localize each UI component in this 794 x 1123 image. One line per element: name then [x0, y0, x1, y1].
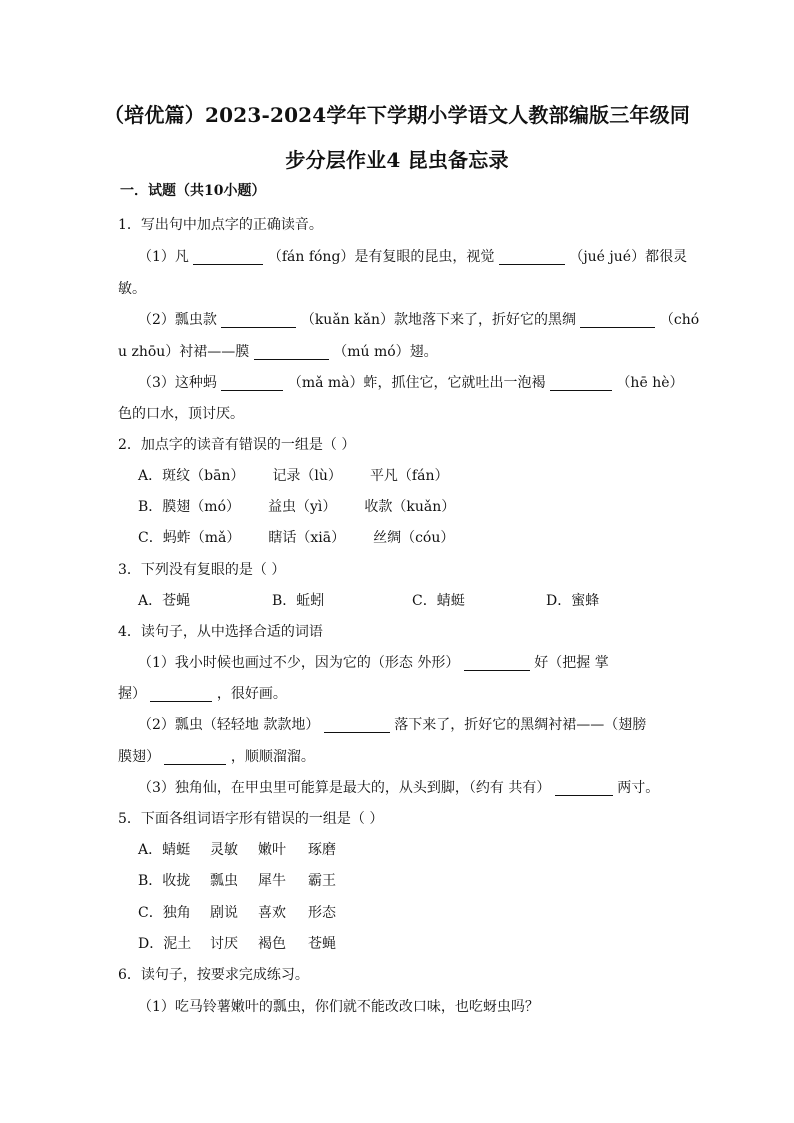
question-4-text: 膜翅） [118, 749, 160, 765]
answer-blank[interactable] [324, 718, 390, 733]
word-cell: 琢磨 [308, 842, 336, 858]
answer-blank[interactable] [254, 345, 329, 360]
option-text: 丝绸（cóu） [373, 530, 455, 546]
answer-blank[interactable] [499, 250, 565, 265]
question-4-text: （3）独角仙，在甲虫里可能算是最大的，从头到脚，（约有 共有） [138, 780, 551, 796]
question-1-line-1 [138, 246, 687, 268]
question-1-text: （2）瓢虫款 [138, 312, 217, 328]
word-cell: C．独角 [138, 905, 191, 921]
word-cell: 褐色 [258, 936, 286, 952]
question-2-option-c[interactable] [138, 527, 454, 549]
word-cell: 剧说 [210, 905, 238, 921]
question-4-line-1 [138, 652, 609, 674]
question-5-option-b[interactable] [138, 870, 356, 892]
question-4-text: 好（把握 掌 [534, 655, 609, 671]
option-text: 记录（lù） [272, 468, 342, 484]
question-1-text: （hē hè） [616, 375, 684, 391]
question-1-line-4 [118, 341, 438, 363]
question-1-text: （fán fóng）是有复眼的昆虫，视觉 [267, 249, 495, 265]
answer-blank[interactable] [193, 250, 263, 265]
question-1-line-3 [138, 309, 699, 331]
answer-blank[interactable] [164, 750, 226, 765]
word-cell: 霸王 [308, 873, 336, 889]
question-4-text: （1）我小时候也画过不少，因为它的（形态 外形） [138, 655, 460, 671]
word-cell: B．收拢 [138, 873, 191, 889]
answer-blank[interactable] [221, 376, 283, 391]
question-4-line-3 [138, 714, 646, 736]
question-4-prompt: 4．读句子，从中选择合适的词语 [118, 624, 323, 640]
word-cell: 苍蝇 [308, 936, 336, 952]
question-4-text: ，顺顺溜溜。 [230, 749, 315, 765]
question-1-text: （mǎ mà）蚱，抓住它，它就吐出一泡褐 [287, 375, 546, 391]
question-1-line-6: 色的口水，顶讨厌。 [118, 406, 244, 422]
question-6-prompt: 6．读句子，按要求完成练习。 [118, 967, 309, 983]
option-text: 瞎话（xiā） [268, 530, 346, 546]
word-cell: 瓢虫 [210, 873, 238, 889]
answer-blank[interactable] [464, 656, 530, 671]
option-text: A．斑纹（bān） [138, 468, 245, 484]
question-1-line-5 [138, 372, 684, 394]
question-4-text: （2）瓢虫（轻轻地 款款地） [138, 717, 320, 733]
question-5-prompt: 5．下面各组词语字形有错误的一组是（ ） [118, 811, 384, 827]
question-2-option-a[interactable] [138, 465, 448, 487]
section-heading: 一．试题（共10小题） [120, 183, 266, 199]
question-3-option-a[interactable]: A．苍蝇 [138, 593, 191, 609]
question-4-text: 落下来了，折好它的黑绸衬裙——（翅膀 [394, 717, 647, 733]
question-1-text: （3）这种蚂 [138, 375, 217, 391]
question-4-line-4 [118, 746, 315, 768]
question-4-text: 两寸。 [617, 780, 660, 796]
question-5-option-d[interactable] [138, 933, 356, 955]
answer-blank[interactable] [550, 376, 612, 391]
question-1-text: （1）凡 [138, 249, 189, 265]
answer-blank[interactable] [555, 781, 613, 796]
question-5-option-a[interactable] [138, 839, 356, 861]
document-title-line-1: （培优篇）2023-2024学年下学期小学语文人教部编版三年级同 [103, 103, 691, 127]
option-text: B．膜翅（mó） [138, 499, 240, 515]
word-cell: 形态 [308, 905, 336, 921]
question-1-text: （mú mó）翅。 [333, 344, 438, 360]
word-cell: A．蜻蜓 [138, 842, 191, 858]
question-1-text: （jué jué）都很灵 [569, 249, 688, 265]
question-1-text: （kuǎn kǎn）款地落下来了，折好它的黑绸 [300, 312, 576, 328]
word-cell: 讨厌 [210, 936, 238, 952]
question-1-prompt: 1．写出句中加点字的正确读音。 [118, 217, 323, 233]
question-4-line-5 [138, 777, 659, 799]
option-text: 平凡（fán） [369, 468, 449, 484]
question-4-line-2 [118, 683, 287, 705]
word-cell: 犀牛 [258, 873, 286, 889]
question-4-text: ，很好画。 [216, 686, 287, 702]
question-3-option-b[interactable]: B．蚯蚓 [272, 593, 325, 609]
question-1-text: （chó [659, 312, 700, 328]
option-text: 益虫（yì） [268, 499, 337, 515]
question-3-prompt: 3．下列没有复眼的是（ ） [118, 562, 286, 578]
answer-blank[interactable] [150, 687, 212, 702]
question-5-option-c[interactable] [138, 902, 356, 924]
word-cell: D．泥土 [138, 936, 192, 952]
option-text: 收款（kuǎn） [364, 499, 456, 515]
question-4-text: 握） [118, 686, 146, 702]
word-cell: 嫩叶 [258, 842, 286, 858]
question-2-prompt: 2．加点字的读音有错误的一组是（ ） [118, 437, 356, 453]
answer-blank[interactable] [221, 313, 296, 328]
question-6-line-1: （1）吃马铃薯嫩叶的瓢虫，你们就不能改改口味，也吃蚜虫吗？ [138, 999, 539, 1015]
question-1-text: u zhōu）衬裙——膜 [118, 344, 250, 360]
document-title-line-2: 步分层作业4 昆虫备忘录 [285, 148, 509, 172]
question-2-option-b[interactable] [138, 496, 455, 518]
question-3-option-c[interactable]: C．蜻蜓 [412, 593, 465, 609]
word-cell: 灵敏 [210, 842, 238, 858]
answer-blank[interactable] [580, 313, 655, 328]
question-3-option-d[interactable]: D．蜜蜂 [546, 593, 600, 609]
question-1-line-2: 敏。 [118, 281, 146, 297]
option-text: C．蚂蚱（mǎ） [138, 530, 241, 546]
word-cell: 喜欢 [258, 905, 286, 921]
